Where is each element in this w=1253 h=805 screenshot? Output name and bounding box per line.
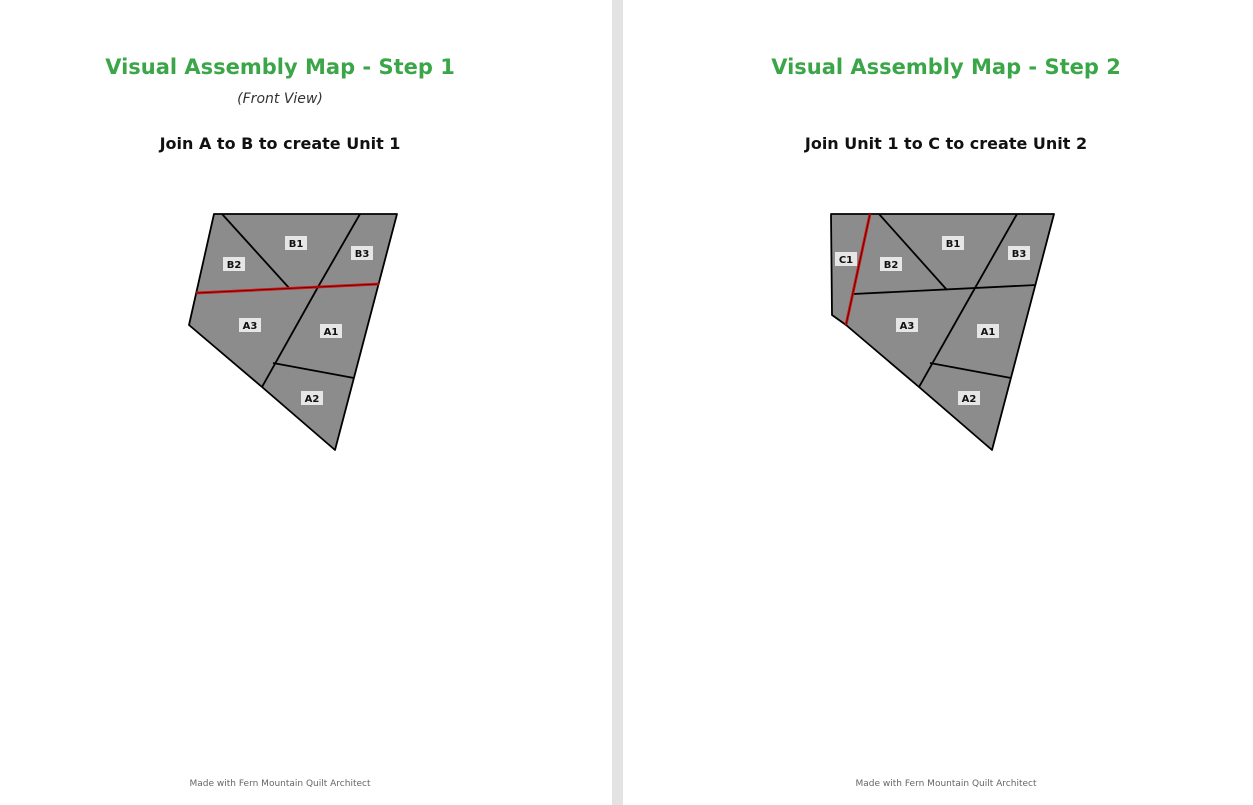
- assembly-diagram: [623, 0, 1253, 805]
- piece-label-a2: [301, 391, 323, 405]
- piece-label-b1: [942, 236, 964, 250]
- page-subtitle: (Front View): [237, 91, 323, 107]
- svg-text:B1: B1: [945, 239, 961, 250]
- assembly-instruction: Join Unit 1 to C to create Unit 2: [804, 134, 1088, 153]
- assembly-diagram: [0, 0, 612, 805]
- piece-label-a1: [320, 324, 342, 338]
- piece-label-b1: [285, 236, 307, 250]
- svg-text:A3: A3: [899, 321, 915, 332]
- svg-text:C1: C1: [838, 255, 854, 266]
- svg-text:B3: B3: [354, 249, 370, 260]
- page-gutter: [612, 0, 623, 805]
- piece-label-b3: [351, 246, 373, 260]
- svg-text:B2: B2: [226, 260, 242, 271]
- svg-text:B3: B3: [1011, 249, 1027, 260]
- piece-label-b2: [880, 257, 902, 271]
- piece-label-c1: [835, 252, 857, 266]
- svg-text:A3: A3: [242, 321, 258, 332]
- svg-text:B2: B2: [883, 260, 899, 271]
- page-title: Visual Assembly Map - Step 1: [105, 55, 455, 79]
- page-footer: Made with Fern Mountain Quilt Architect: [189, 779, 371, 789]
- svg-text:A1: A1: [980, 327, 996, 338]
- page-step-2: [623, 0, 1253, 805]
- page-footer: Made with Fern Mountain Quilt Architect: [855, 779, 1037, 789]
- svg-text:A2: A2: [961, 394, 977, 405]
- assembly-instruction: Join A to B to create Unit 1: [159, 134, 401, 153]
- piece-label-a3: [896, 318, 918, 332]
- piece-label-b3: [1008, 246, 1030, 260]
- page-step-1: [0, 0, 612, 805]
- page-title: Visual Assembly Map - Step 2: [771, 55, 1121, 79]
- piece-label-a2: [958, 391, 980, 405]
- svg-text:A2: A2: [304, 394, 320, 405]
- piece-label-b2: [223, 257, 245, 271]
- svg-text:B1: B1: [288, 239, 304, 250]
- piece-label-a3: [239, 318, 261, 332]
- svg-text:A1: A1: [323, 327, 339, 338]
- piece-label-a1: [977, 324, 999, 338]
